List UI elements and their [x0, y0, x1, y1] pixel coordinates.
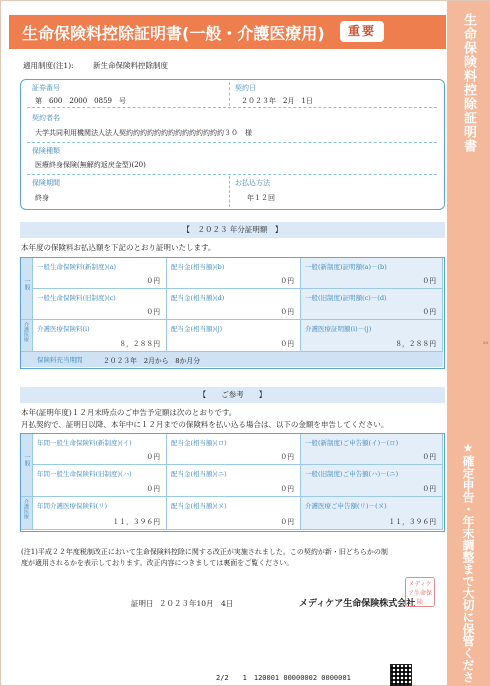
pay-method: 年１２回: [247, 194, 275, 202]
contract-date-label: 契約日: [235, 84, 256, 92]
cert-date-label: 証明日: [131, 599, 154, 608]
side-title: 生命保険料控除証明書: [461, 13, 476, 153]
t1-r1-c3: 一般(新制度)証明額(a)－(b) ０円: [301, 258, 443, 289]
company-seal: メディケア生命保険: [405, 577, 435, 607]
t2-r1-c1: 年間一般生命保険料(新制度)(イ) ０円: [33, 434, 167, 465]
policy-info-box: [20, 79, 445, 210]
qr-code-icon: [390, 664, 412, 686]
certified-amount-table: [20, 257, 445, 369]
policy-no: 第 600 2000 0859 号: [35, 97, 126, 105]
t2-r2-c3: 一般(旧制度)ご申告額(ハ)－(ニ) ０円: [301, 465, 443, 497]
t2-r1-c3: 一般(新制度)ご申告額(イ)－(ロ) ０円: [301, 434, 443, 465]
t2-r3-c3: 介護医療ご申告額(リ)－(ヌ) １１，３９６円: [301, 497, 443, 530]
type-label: 保険種類: [32, 147, 60, 155]
t1-r1-c2: 配当金(相当額)(b) ０円: [167, 258, 301, 289]
edge-mark: 20: [483, 340, 489, 345]
holder-name: 大学共同利用機関法人法人契約約約約約約約約約約約約約約３０ 様: [35, 129, 252, 137]
header-banner: [9, 15, 446, 49]
cert-date: ２０２３年10月 4日: [159, 599, 234, 608]
policy-no-label: 証券番号: [32, 84, 60, 92]
premium-period-row: [21, 352, 443, 367]
important-badge: 重要: [340, 21, 384, 42]
insurance-type: 医療終身保険(無解約返戻金型)(20): [35, 161, 146, 169]
section-certified-amount: 【 ２０２３ 年分証明額 】: [20, 222, 445, 238]
t1-r2-c3: 一般(旧制度)証明額(c)－(d) ０円: [301, 289, 443, 320]
section1-intro: 本年度の保険料お払込額を下記のとおり証明いたします。: [21, 243, 216, 252]
reference-amount-table: [20, 433, 445, 532]
t2-r2-c1: 年間一般生命保険料(旧制度)(ハ) ０円: [33, 465, 167, 497]
side-care-2: 介護医療: [21, 497, 33, 530]
t1-r1-c1: 一般生命保険料(新制度)(a) ０円: [33, 258, 167, 289]
premium-period-value: ２０２３年 2月から 8か月分: [103, 357, 201, 365]
system-value: 新生命保険料控除制度: [93, 61, 168, 70]
reference-line2: 月払契約で、証明日以降、本年中に１２月までの保険料を払い込る場合は、以下の金額を申告してください。: [21, 420, 389, 429]
side-general: 一般: [21, 258, 33, 320]
t1-r2-c1: 一般生命保険料(旧制度)(c) ０円: [33, 289, 167, 320]
t1-r3-c2: 配当金(相当額)(j) ０円: [167, 320, 301, 352]
t2-r1-c2: 配当金(相当額)(ロ) ０円: [167, 434, 301, 465]
section-reference: 【 ご参考 】: [20, 387, 445, 403]
t1-r3-c1: 介護医療保険料(i) ８，２８８円: [33, 320, 167, 352]
insurance-period: 終身: [35, 194, 49, 202]
side-general-2: 一般: [21, 434, 33, 497]
reference-line1: 本年(証明年度)１２月末時点のご申告予定額は次のとおりです。: [21, 408, 237, 417]
side-storage-note: ★確定申告・年末調整まで大切に保管ください。: [431, 441, 475, 683]
company-name: メディケア生命保険株式会社: [299, 599, 416, 609]
holder-label: 契約者名: [32, 114, 60, 122]
t2-r3-c1: 年間介護医療保険料(リ) １１，３９６円: [33, 497, 167, 530]
premium-period-label: 保険料充当期間: [37, 356, 83, 364]
side-care: 介護医療: [21, 320, 33, 352]
t2-r3-c2: 配当金(相当額)(ヌ) ０円: [167, 497, 301, 530]
note-line1: (注1)平成２２年度税制改正において生命保険料控除に関する改正が実施されました。この契約が新・旧どちらかの制: [21, 548, 388, 556]
document-code: 2/2 1 120001 00000002 0000001: [216, 674, 351, 682]
system-label: 適用制度(注1):: [23, 61, 74, 70]
pay-method-label: お払込方法: [235, 179, 270, 187]
t2-r2-c2: 配当金(相当額)(ニ) ０円: [167, 465, 301, 497]
period-label: 保険期間: [32, 179, 60, 187]
t1-r3-c3: 介護医療証明額(i)－(j) ８，２８８円: [301, 320, 443, 352]
note-line2: 度が適用されるかを表示しております。改正内容につきましては裏面をご覧ください。: [21, 559, 294, 567]
t1-r2-c2: 配当金(相当額)(d) ０円: [167, 289, 301, 320]
page-title: 生命保険料控除証明書(一般・介護医療用): [22, 24, 325, 43]
contract-date: ２０２３年 2月 1日: [241, 97, 313, 105]
